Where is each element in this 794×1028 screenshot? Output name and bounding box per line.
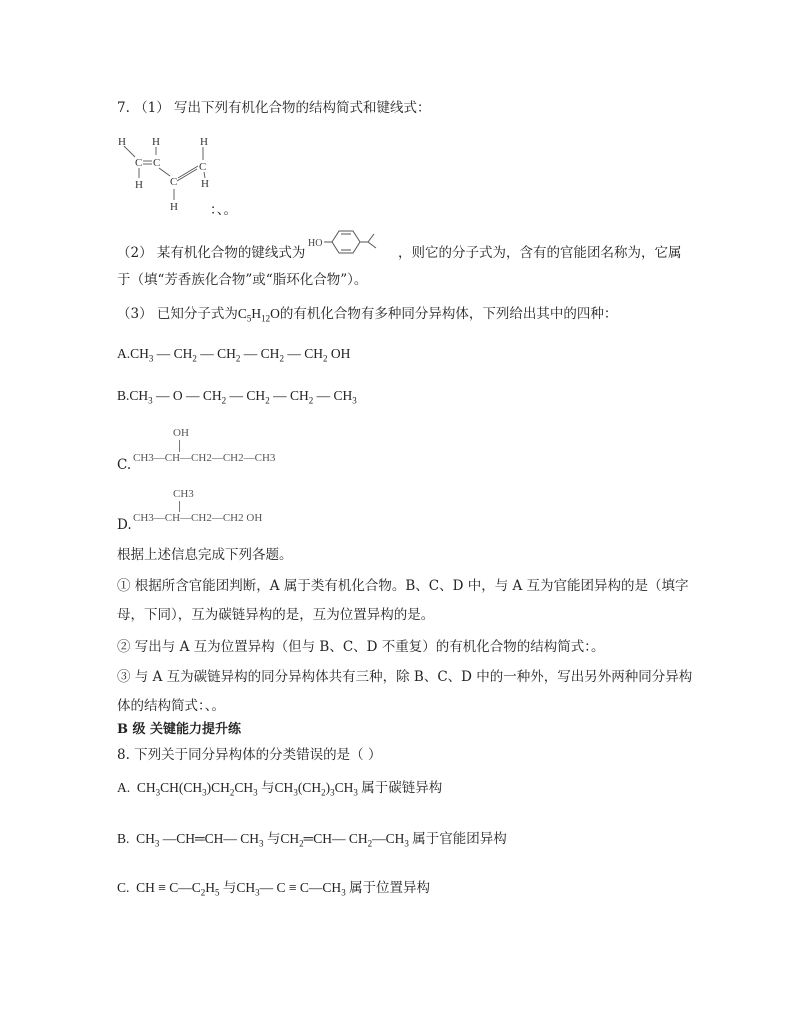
q8-option-c-connector: 与 xyxy=(222,880,237,895)
atom-h: H xyxy=(201,178,209,190)
q8-option-a-tail: 属于碳链异构 xyxy=(361,780,443,795)
hydroxyl-label: HO xyxy=(308,238,323,249)
q7-sub1-line2: 母，下同），互为碳链异构的是，互为位置异构的是。 xyxy=(117,607,435,623)
q7-part2-line2: 于（填“芳香族化合物”或“脂环化合物”）。 xyxy=(117,272,368,288)
q7-sub3-line1: ③ 与 A 互为碳链异构的同分异构体共有三种，除 B、C、D 中的一种外，写出另外两种同分异构 xyxy=(117,669,693,685)
atom-h: H xyxy=(200,136,208,148)
q8-option-b-connector: 与 xyxy=(266,831,281,846)
atom-h: H xyxy=(118,136,126,148)
atom-h: H xyxy=(135,179,143,191)
q8-option-b: B. $CH_3$ —CH═CH— $CH_3$ 与$CH_2═CH—$ $CH_2—CH_3$ 属于官能团异构 xyxy=(117,831,507,849)
atom-c: C xyxy=(170,176,178,188)
option-a-label: A. xyxy=(117,346,131,361)
option-b-label: B. xyxy=(117,388,130,403)
option-d-chain: CH3—CH—CH2—CH2 OH xyxy=(133,512,263,524)
q8-option-c: C. CH ≡ $C—C_2H_5$ 与$CH_3—$ $C \equiv C—CH_3$ 属于位置异构 xyxy=(117,880,431,898)
option-a: $A.CH_3$ — $CH_2$ — $CH_2$ — $CH_2$ — $CH_2$ OH xyxy=(117,346,351,364)
q7-part2-prefix: （2） 某有机化合物的键线式为 xyxy=(117,245,306,261)
q8-option-a: A. $CH_3CH(CH_3)CH_2CH_3$ 与$CH_3(CH_2)_3CH_3$ 属于碳链异构 xyxy=(117,780,443,798)
option-c-branch-bond xyxy=(179,440,180,452)
bond-line-structure xyxy=(308,224,398,260)
section-b-heading: B 级 关键能力提升练 xyxy=(117,722,242,737)
option-d-branch-bond xyxy=(179,501,180,512)
q7-sub2: ② 写出与 A 互为位置异构（但与 B、C、D 不重复）的有机化合物的结构简式：。 xyxy=(117,639,605,655)
atom-h: H xyxy=(170,201,178,213)
q7-part1-blanks: ：、。 xyxy=(210,202,237,218)
q7-sub1-line1: ① 根据所含官能团判断，A 属于类有机化合物。B、C、D 中，与 A 互为官能团异构的是（填字 xyxy=(117,578,689,594)
q7-part1: 7. （1） 写出下列有机化合物的结构简式和键线式： xyxy=(117,100,431,116)
option-b: $B.CH_3$ — O — $CH_2$ — $CH_2$ — $CH_2$ — $CH_3$ xyxy=(117,388,357,406)
q7-sub3-line2: 体的结构简式：、。 xyxy=(117,698,225,714)
option-c-chain: CH3—CH—CH2—CH2—CH3 xyxy=(133,452,276,464)
atom-c: C xyxy=(135,157,143,169)
butadiene-structure xyxy=(115,132,215,217)
atom-c: C xyxy=(199,161,207,173)
q8-option-a-label: A. xyxy=(117,780,131,795)
q7-part3 xyxy=(117,304,617,329)
molecular-formula: $C_5H_{12}O$ xyxy=(237,306,280,324)
option-c-branch-oh: OH xyxy=(173,427,189,439)
q8-option-b-tail: 属于官能团异构 xyxy=(412,831,507,846)
q8-option-c-tail: 属于位置异构 xyxy=(349,880,431,895)
atom-h: H xyxy=(152,136,160,148)
q7-part3-prefix: （3） 已知分子式为 xyxy=(117,306,238,322)
q7-intro: 根据上述信息完成下列各题。 xyxy=(117,547,293,563)
q8-option-a-connector: 与 xyxy=(261,780,275,795)
q8-stem: 8. 下列关于同分异构体的分类错误的是（ ） xyxy=(117,747,382,763)
option-d-branch-ch3: CH3 xyxy=(173,488,194,500)
option-c-label: C. xyxy=(117,457,132,473)
q7-part3-suffix: 的有机化合物有多种同分异构体，下列给出其中的四种： xyxy=(279,306,618,322)
atom-c: C xyxy=(153,157,161,169)
q7-part2-suffix: ，则它的分子式为，含有的官能团名称为，它属 xyxy=(398,245,682,261)
option-d-label: D. xyxy=(117,517,132,533)
q8-option-b-label: B. xyxy=(117,831,130,846)
q8-option-c-label: C. xyxy=(117,880,130,895)
